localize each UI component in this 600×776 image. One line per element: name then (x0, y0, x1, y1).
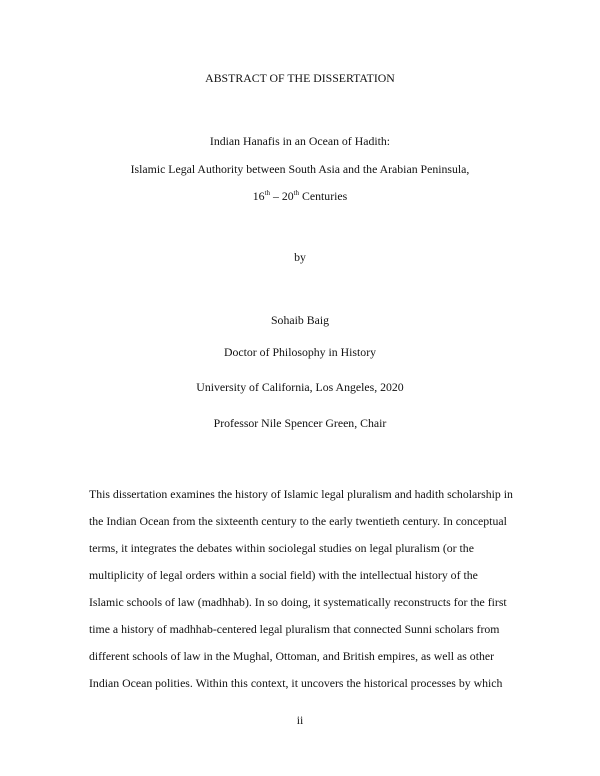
title-century-dash: – 20 (270, 189, 294, 203)
title-centuries-word: Centuries (299, 189, 348, 203)
abstract-line: This dissertation examines the history of Islamic legal pluralism and hadith scholarship in (89, 487, 513, 501)
degree-text: Doctor of Philosophy in History (223, 345, 377, 359)
title-line-3 (0, 189, 600, 203)
abstract-line: different schools of law in the Mughal, Ottoman, and British empires, as well as other (89, 649, 495, 663)
title-century-start: 16 (252, 189, 265, 203)
abstract-line: the Indian Ocean from the sixteenth century to the early twentieth century. In conceptual (89, 514, 507, 528)
title-superscript-1: th (264, 189, 271, 197)
abstract-line: Islamic schools of law (madhhab). In so doing, it systematically reconstructs for the first (89, 595, 507, 609)
abstract-line: Indian Ocean polities. Within this context, it uncovers the historical processes by which (89, 676, 503, 690)
abstract-line: time a history of madhhab-centered legal pluralism that connected Sunni scholars from (89, 622, 500, 636)
page-number: ii (296, 713, 304, 727)
title-line-2: Islamic Legal Authority between South Asia and the Arabian Peninsula, (130, 162, 470, 176)
abstract-line: multiplicity of legal orders within a social field) with the intellectual history of the (89, 568, 478, 582)
abstract-line: terms, it integrates the debates within sociolegal studies on legal pluralism (or the (89, 541, 474, 555)
abstract-heading: ABSTRACT OF THE DISSERTATION (205, 71, 395, 85)
institution-text: University of California, Los Angeles, 2020 (196, 380, 404, 394)
by-text: by (294, 250, 306, 264)
chair-text: Professor Nile Spencer Green, Chair (213, 416, 387, 430)
author-name: Sohaib Baig (271, 313, 329, 327)
title-superscript-2: th (293, 189, 300, 197)
title-line-1: Indian Hanafis in an Ocean of Hadith: (209, 134, 391, 148)
